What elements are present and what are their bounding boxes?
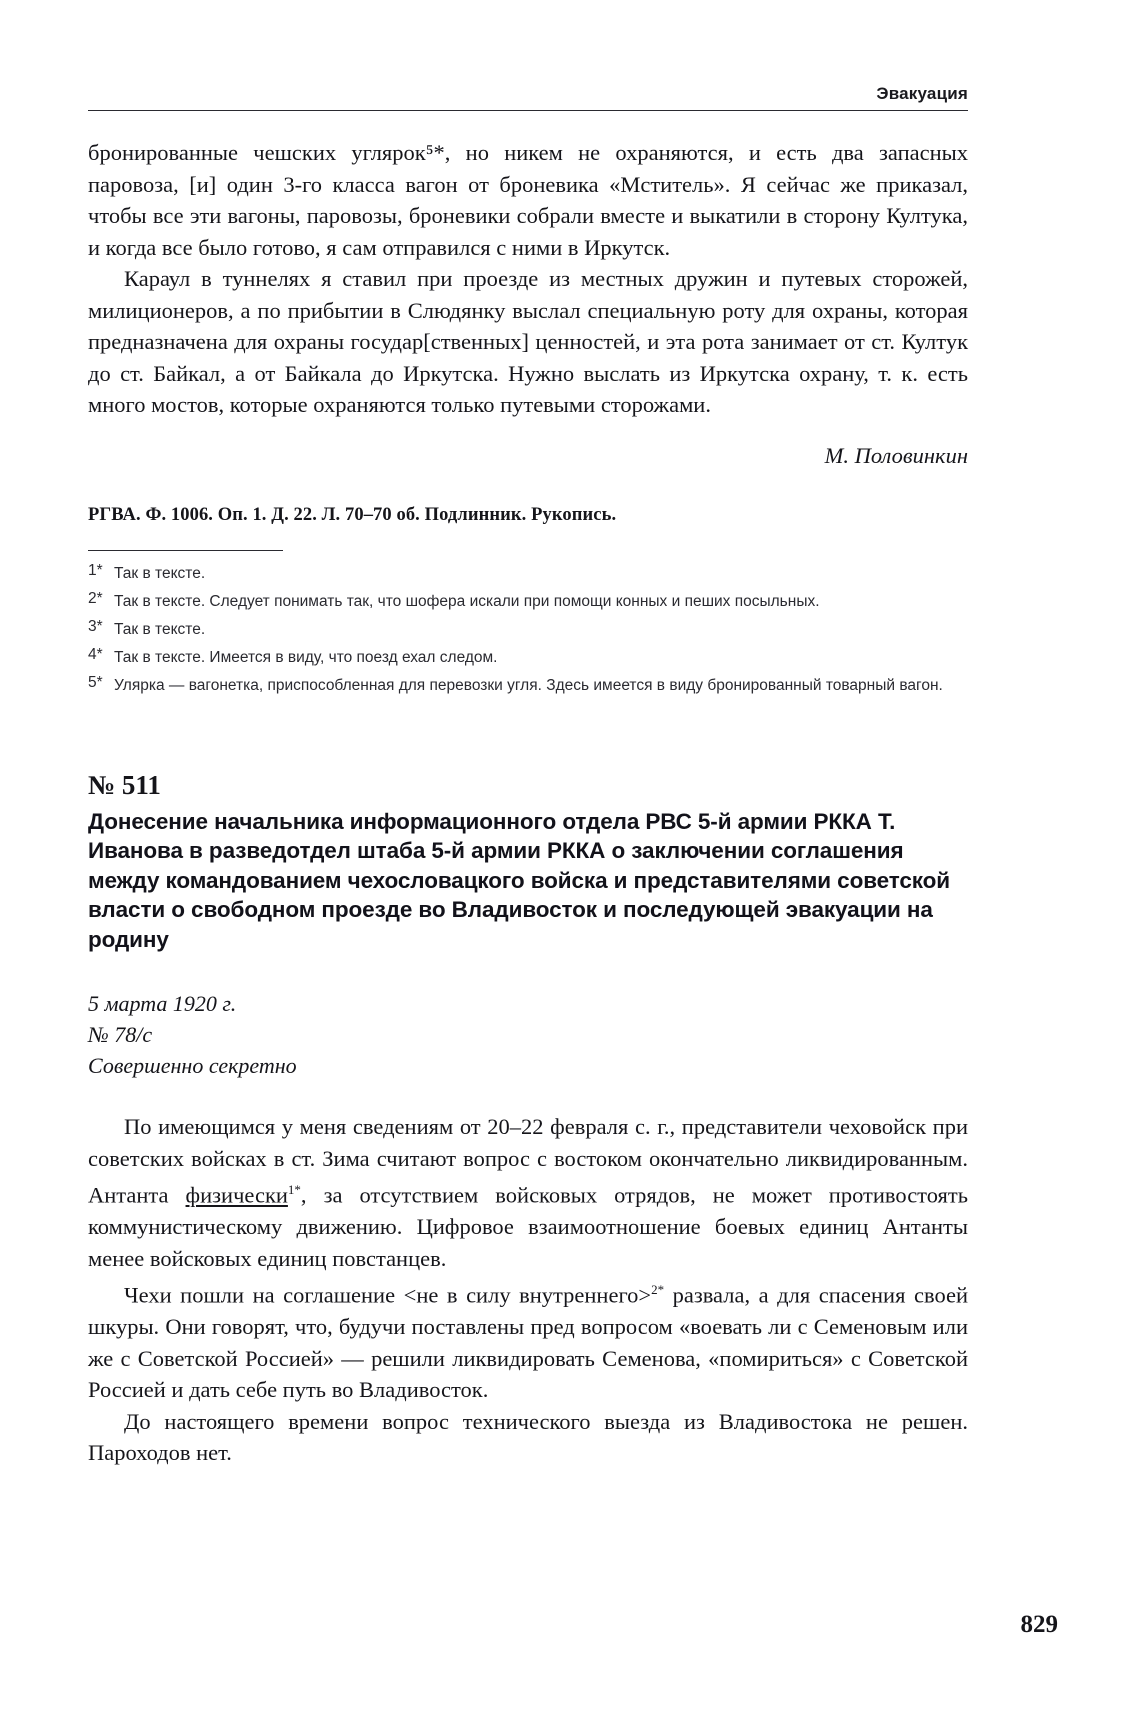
footnote-text: Так в тексте. <box>114 564 206 582</box>
footnote-text: Улярка — вагонетка, приспособленная для перевозки угля. Здесь имеется в виду бронированный товарный вагон. <box>114 676 943 694</box>
continued-document-body <box>88 137 968 526</box>
document-meta <box>88 988 968 1081</box>
paragraph: Караул в туннелях я ставил при проезде из местных дружин и путевых сторожей, милиционеров, а по прибытии в Слюдянку выслал специальную роту для охраны, которая предназначена для охраны государ[ственных] ценностей, и эта рота занимает от ст. Култук до ст. Байкал, а от Байкала до Иркутска. Нужно выслать из Иркутска охрану, т. к. есть много мостов, которые охраняются только путевыми сторожами. <box>88 266 968 417</box>
page-number: 829 <box>1020 1611 1058 1638</box>
footnote-reference: 2* <box>651 1282 665 1297</box>
footnote-item <box>88 591 968 612</box>
paragraph <box>88 1406 968 1469</box>
footnote-marker: 2* <box>88 589 103 607</box>
footnote-text: Так в тексте. Следует понимать так, что шофера искали при помощи конных и пеших посыльных. <box>114 592 820 610</box>
footnote-marker: 4* <box>88 645 103 663</box>
footnote-marker: 5* <box>88 673 103 691</box>
document-title: Донесение начальника информационного отдела РВС 5-й армии РККА Т. Иванова в разведотдел штаба 5-й армии РККА о заключении соглашения между командованием чехословацкого войска и представителями советской власти о свободном проезде во Владивосток и последующей эвакуации на родину <box>88 808 951 952</box>
text-run: , за отсутствием войсковых отрядов, не может противостоять коммунистическому движению. Цифровое взаимоотношение боевых единиц Антанты менее войсковых единиц повстанцев. <box>88 1182 968 1271</box>
footnote-item <box>88 619 968 640</box>
footnote-item <box>88 675 968 696</box>
footnotes-list <box>88 563 968 696</box>
document-secrecy: Совершенно секретно <box>88 1053 297 1078</box>
emphasized-text: физически <box>185 1182 288 1208</box>
footnote-marker: 3* <box>88 617 103 635</box>
footnote-reference: 1* <box>287 1182 301 1197</box>
running-head: Эвакуация <box>876 84 968 103</box>
archive-reference: РГВА. Ф. 1006. Оп. 1. Д. 22. Л. 70–70 об. Подлинник. Рукопись. <box>88 504 617 525</box>
footnote-separator <box>88 550 283 551</box>
footnote-item <box>88 563 968 584</box>
document-no: № 78/с <box>88 1022 153 1047</box>
document-number: № 511 <box>88 769 161 800</box>
footnote-text: Так в тексте. <box>114 620 206 638</box>
paragraph <box>88 1111 968 1274</box>
paragraph: бронированные чешских углярок⁵*, но никем не охраняются, и есть два запасных паровоза, [и] один 3-го класса вагон от броневика «Мститель». Я сейчас же приказал, чтобы все эти вагоны, паровозы, броневики собрали вместе и выкатили в сторону Култука, и когда все было готово, я сам отправился с ними в Иркутск. <box>88 140 968 260</box>
footnote-text: Так в тексте. Имеется в виду, что поезд ехал следом. <box>114 648 498 666</box>
text-run: По имеющимся у меня сведениям от 20–22 февраля с. г., представители чеховойск при советских войсках в ст. Зима считают вопрос с востоком окончательно ликвидированным. Антанта <box>88 1114 968 1208</box>
footnote-marker: 1* <box>88 561 103 579</box>
document-date: 5 марта 1920 г. <box>88 991 237 1016</box>
page-content <box>88 84 968 1469</box>
document-body <box>88 1111 968 1469</box>
text-run: До настоящего времени вопрос технического выезда из Владивостока не решен. Пароходов нет. <box>88 1408 968 1465</box>
paragraph <box>88 1274 968 1406</box>
text-run: Чехи пошли на соглашение <не в силу внутреннего> <box>124 1282 652 1308</box>
signature: М. Половинкин <box>824 442 968 468</box>
header-divider <box>88 110 968 111</box>
text-run: развала, а для спасения своей шкуры. Они говорят, что, будучи поставлены пред вопросом «воевать ли с Семеновым или же с Советской Россией» — решили ликвидировать Семенова, «помириться» с Советской Россией и дать себе путь во Владивосток. <box>88 1282 968 1402</box>
footnote-item <box>88 647 968 668</box>
